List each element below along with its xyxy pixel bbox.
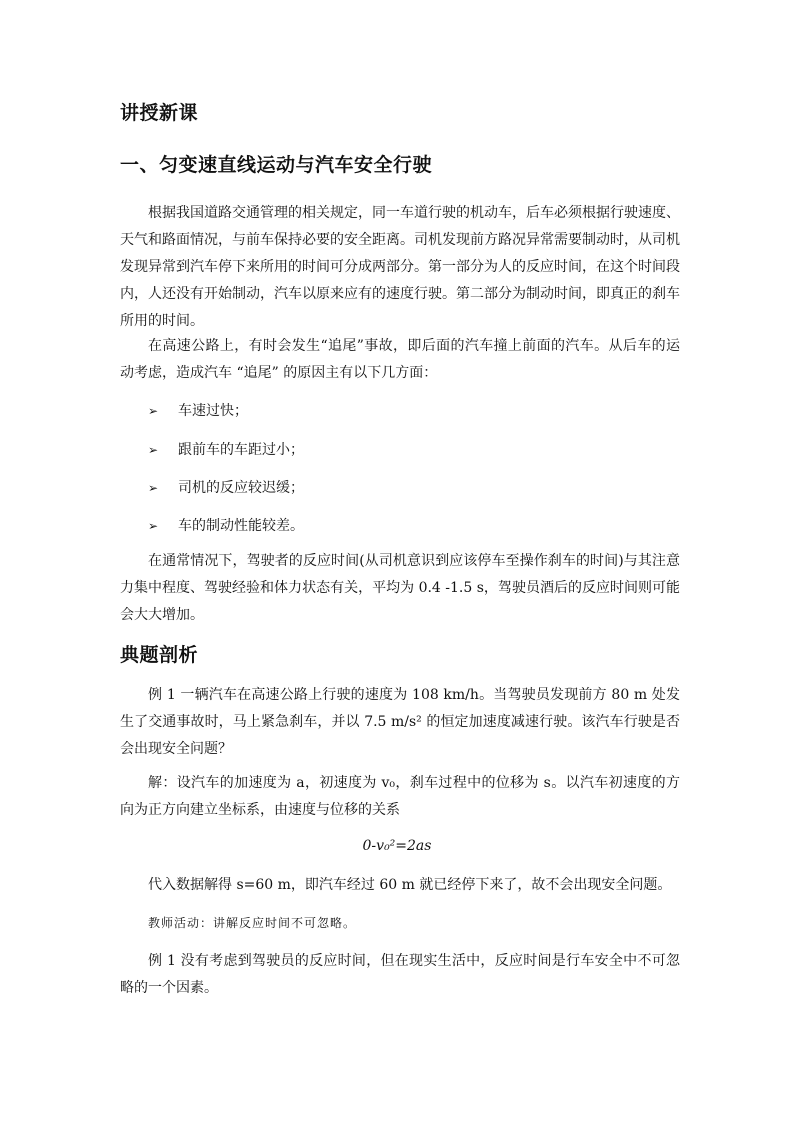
- list-item-text: 车的制动性能较差。: [178, 518, 304, 534]
- list-item-text: 车速过快；: [178, 403, 248, 419]
- subsection-title: 一、匀变速直线运动与汽车安全行驶: [120, 154, 433, 176]
- intro-paragraph: 根据我国道路交通管理的相关规定，同一车道行驶的机动车，后车必须根据行驶速度、天气和路面情况，与前车保持必要的安全距离。司机发现前方路况异常需要制动时，从司机发现异常到汽车停下来所用的时间可分成两部分。第一部分为人的反应时间，在这个时间段内，人还没有开始制动，汽车以原来应有的速度行驶。第二部分为制动时间，即真正的刹车所用的时间。: [120, 205, 680, 329]
- arrow-bullet-icon: ➢: [148, 404, 159, 418]
- closing-paragraph: 例 1 没有考虑到驾驶员的反应时间，但在现实生活中，反应时间是行车安全中不可忽略的一个因素。: [120, 953, 680, 996]
- list-item: [148, 478, 304, 498]
- list-item: [148, 401, 248, 421]
- arrow-bullet-icon: ➢: [148, 519, 159, 533]
- list-item: [148, 516, 304, 536]
- formula: 0-v₀²=2as: [362, 838, 432, 854]
- example-result: 代入数据解得 s=60 m，即汽车经过 60 m 就已经停下来了，故不会出现安全问题。: [148, 877, 672, 893]
- rear-end-paragraph: 在高速公路上，有时会发生“追尾”事故，即后面的汽车撞上前面的汽车。从后车的运动考虑，造成汽车 “追尾” 的原因主有以下几方面：: [120, 338, 680, 381]
- list-item: [148, 440, 304, 460]
- teacher-activity-note: 教师活动：讲解反应时间不可忽略。: [148, 916, 357, 930]
- example-section-title: 典题剖析: [120, 644, 199, 666]
- reaction-time-paragraph: 在通常情况下，驾驶者的反应时间(从司机意识到应该停车至操作刹车的时间)与其注意力集中程度、驾驶经验和体力状态有关，平均为 0.4 -1.5 s，驾驶员酒后的反应时间则可能会大大增加。: [120, 553, 680, 623]
- list-item-text: 跟前车的车距过小；: [178, 442, 304, 458]
- example-solution: 解：设汽车的加速度为 a，初速度为 v₀，刹车过程中的位移为 s。以汽车初速度的方向为正方向建立坐标系，由速度与位移的关系: [120, 775, 680, 818]
- arrow-bullet-icon: ➢: [148, 443, 159, 457]
- example-question: 例 1 一辆汽车在高速公路上行驶的速度为 108 km/h。当驾驶员发现前方 80 m 处发生了交通事故时，马上紧急刹车，并以 7.5 m/s² 的恒定加速度减速行驶。该汽车行驶是否会出现安全问题？: [120, 687, 680, 757]
- section-title: 讲授新课: [120, 102, 199, 124]
- list-item-text: 司机的反应较迟缓；: [178, 480, 304, 496]
- arrow-bullet-icon: ➢: [148, 481, 159, 495]
